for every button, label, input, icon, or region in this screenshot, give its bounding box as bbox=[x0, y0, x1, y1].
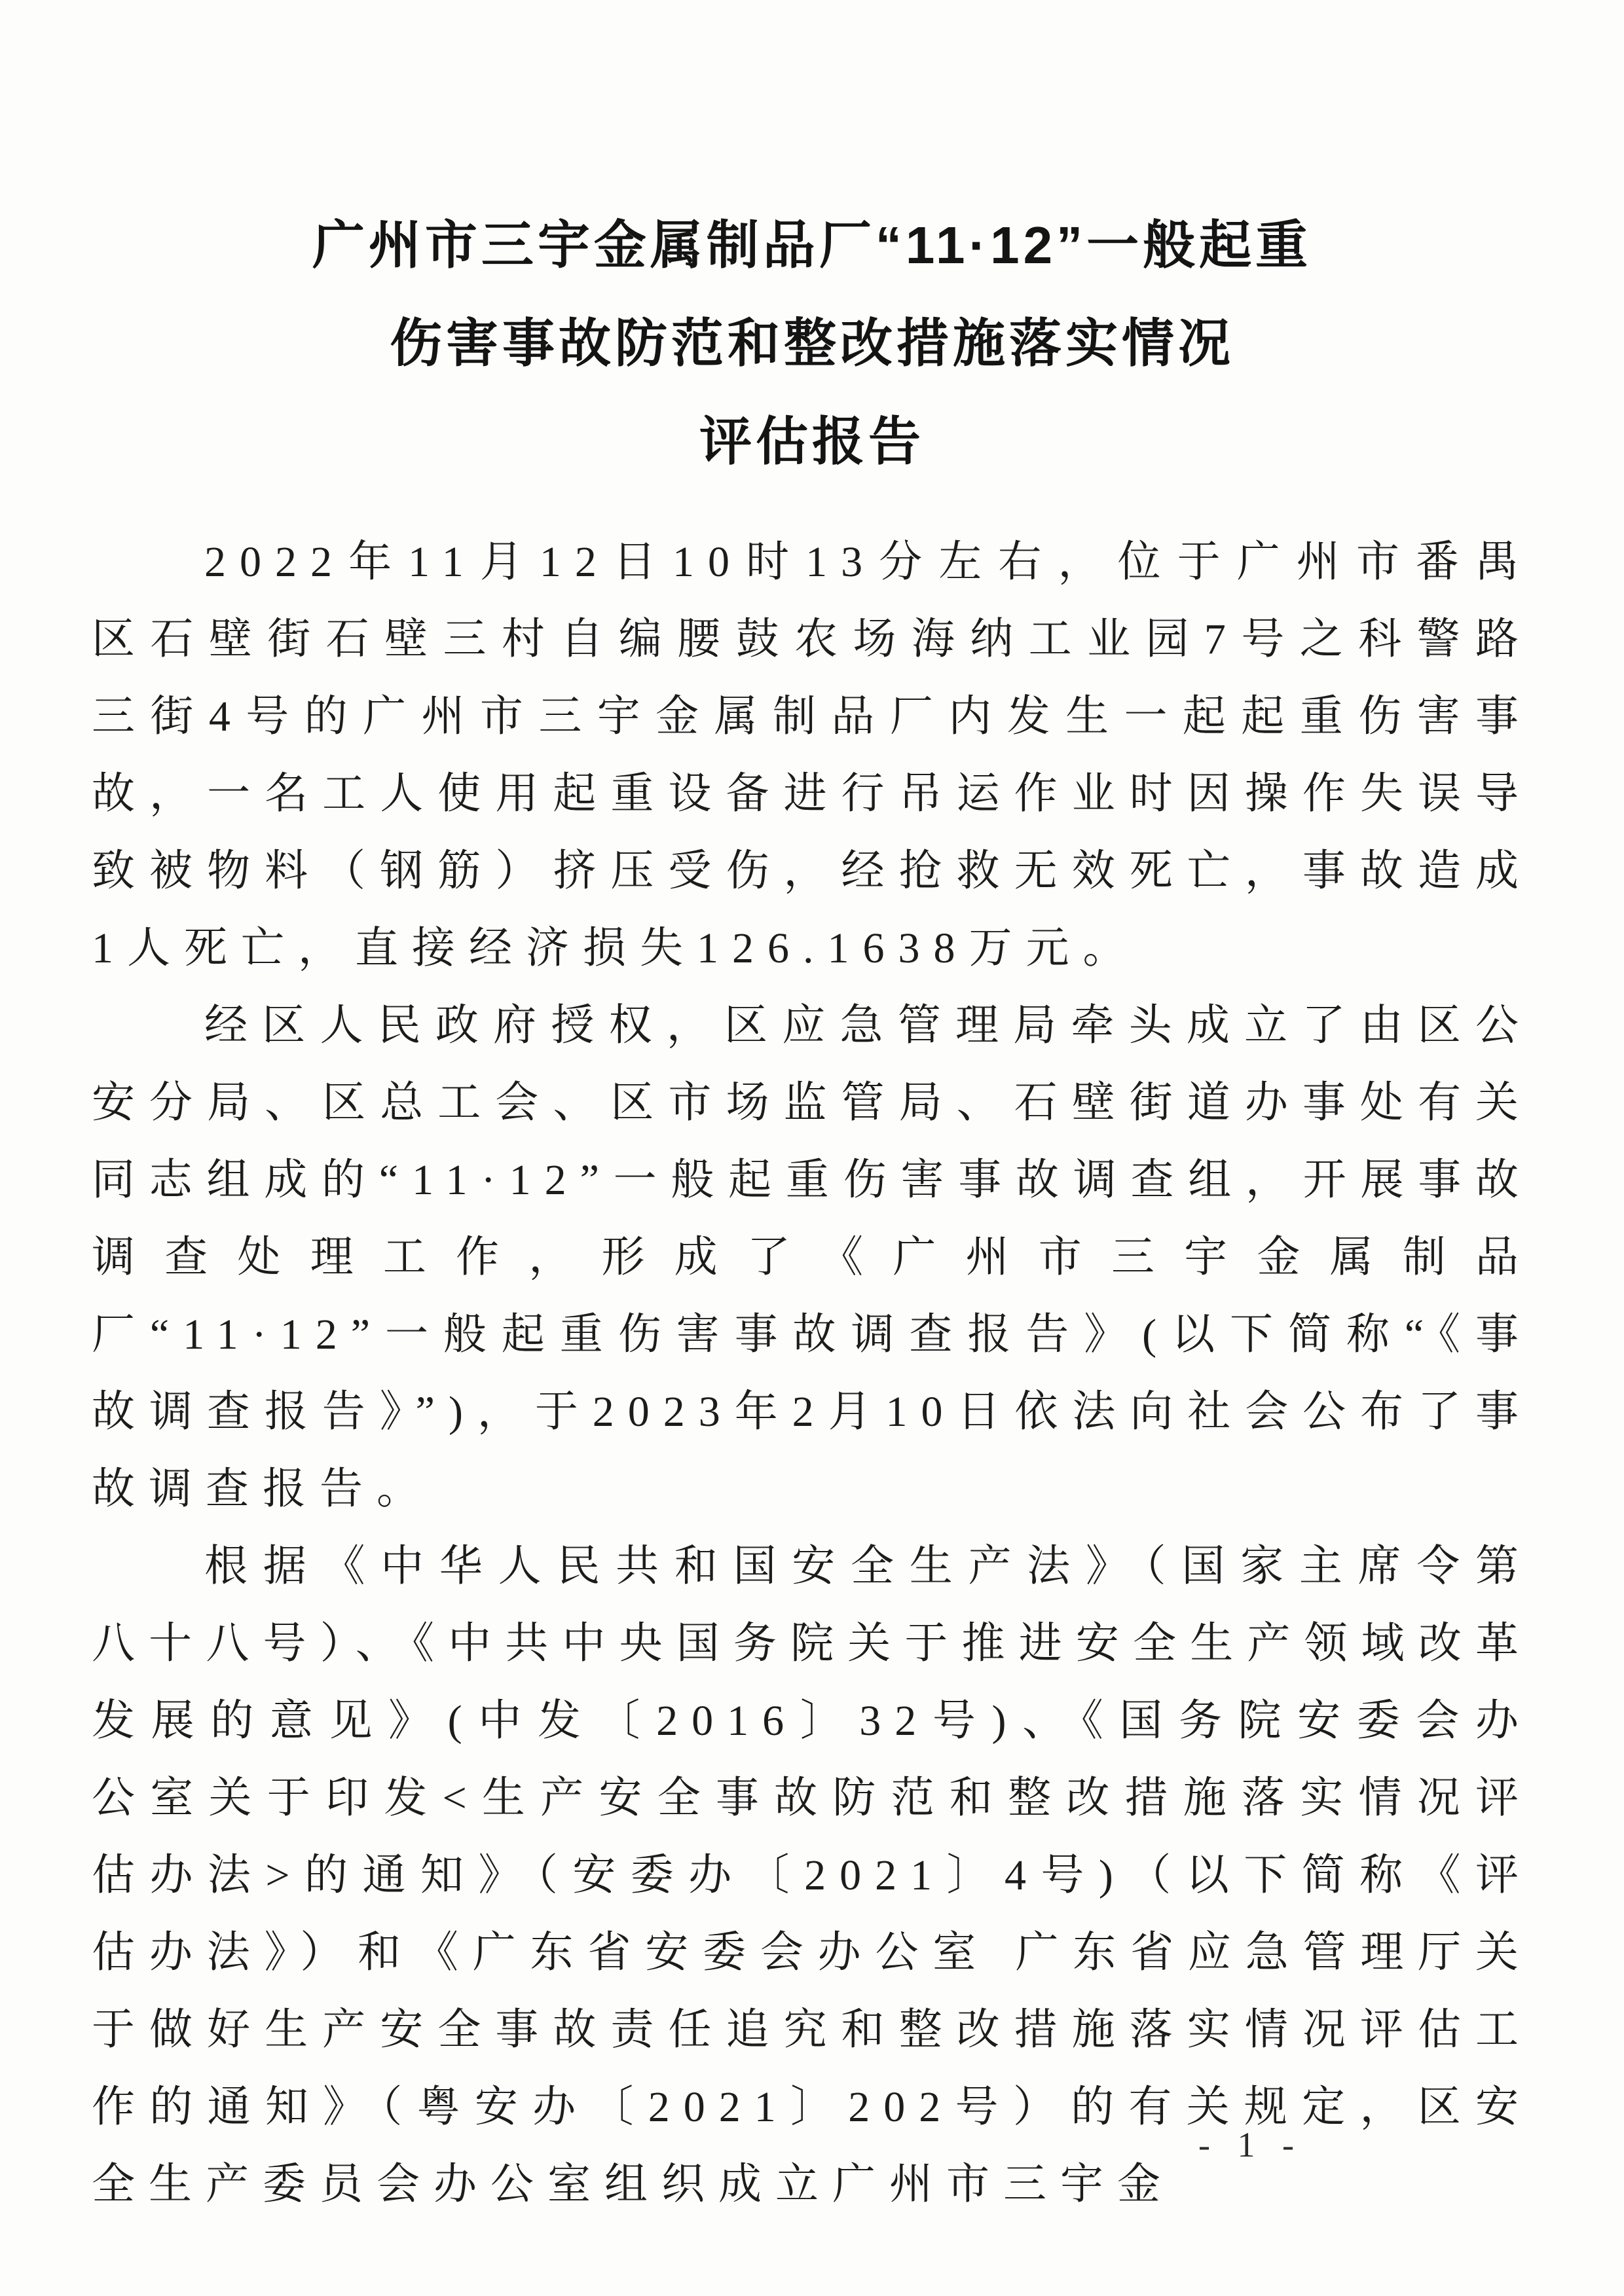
page-number: - 1 - bbox=[1198, 2125, 1303, 2164]
body-paragraph-legal-basis: 根据《中华人民共和国安全生产法》（国家主席令第八十八号）、《中共中央国务院关于推进安全生产领域改革发展的意见》(中发〔2016〕32号)、《国务院安委会办公室关于印发<生产安全事故防范和整改措施落实情况评估办法>的通知》（安委办〔2021〕4号)（以下简称《评估办法》）和《广东省安委会办公室 广东省应急管理厅关于做好生产安全事故责任追究和整改措施落实情况评估工作的通知》（粤安办〔2021〕202号）的有关规定，区安全生产委员会办公室组织成立广州市三宇金 bbox=[92, 1542, 1532, 2208]
report-title-line-3: 评估报告 bbox=[699, 412, 925, 471]
report-body bbox=[92, 524, 1532, 2223]
body-paragraph-investigation: 经区人民政府授权，区应急管理局牵头成立了由区公安分局、区总工会、区市场监管局、石壁街道办事处有关同志组成的“11·12”一般起重伤害事故调查组，开展事故调查处理工作，形成了《广州市三宇金属制品厂“11·12”一般起重伤害事故调查报告》(以下简称“《事故调查报告》”)，于2023年2月10日依法向社会公布了事故调查报告。 bbox=[92, 1002, 1532, 1513]
report-title-line-1: 广州市三宇金属制品厂“11·12”一般起重 bbox=[312, 216, 1312, 274]
report-title-line-2: 伤害事故防范和整改措施落实情况 bbox=[390, 314, 1234, 373]
body-paragraph-incident: 2022年11月12日10时13分左右，位于广州市番禺区石壁街石壁三村自编腰鼓农场海纳工业园7号之科警路三街4号的广州市三宇金属制品厂内发生一起起重伤害事故，一名工人使用起重设备进行吊运作业时因操作失误导致被物料（钢筋）挤压受伤，经抢救无效死亡，事故造成1人死亡，直接经济损失126.1638万元。 bbox=[92, 538, 1532, 972]
report-title bbox=[92, 196, 1532, 491]
